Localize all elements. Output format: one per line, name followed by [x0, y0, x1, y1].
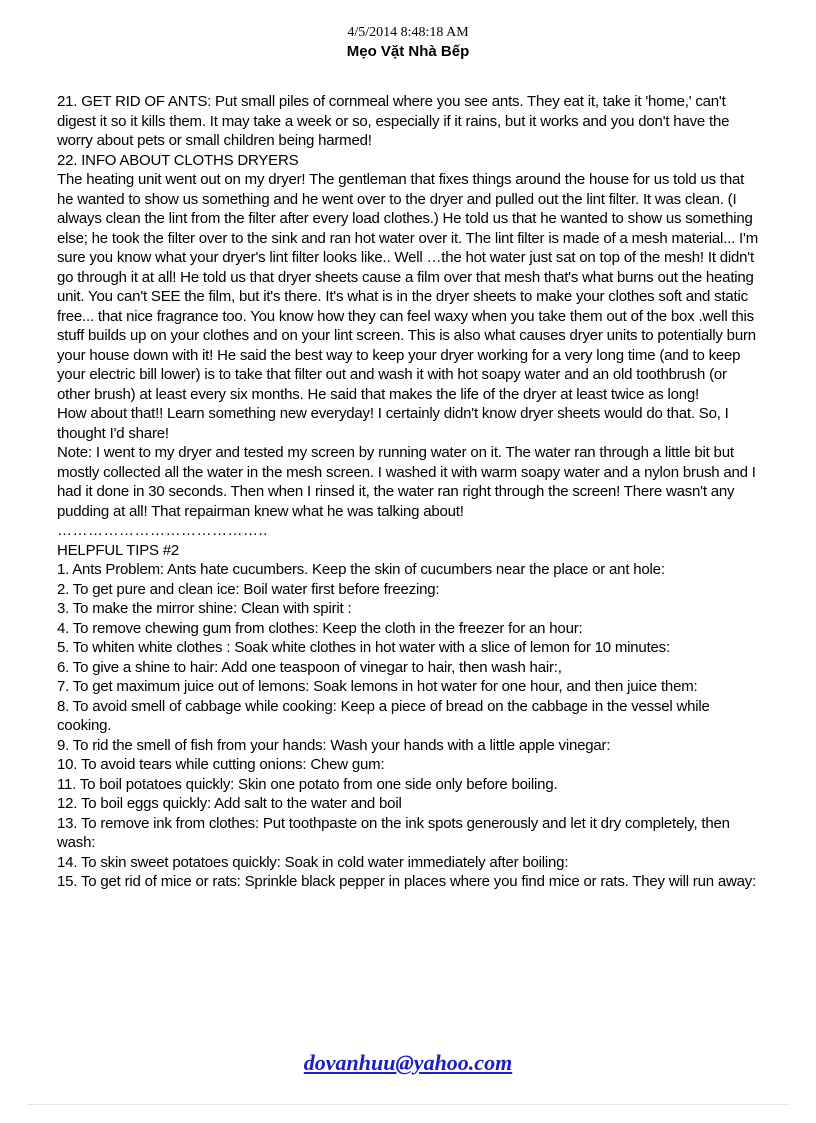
tip-item: 12. To boil eggs quickly: Add salt to the water and boil [57, 795, 402, 812]
tip-item: 8. To avoid smell of cabbage while cooking: Keep a piece of bread on the cabbage in the vessel while cooking. [57, 697, 710, 734]
document-body [57, 92, 762, 892]
tip-item: 14. To skin sweet potatoes quickly: Soak in cold water immediately after boiling: [57, 853, 569, 871]
tip-item: 1. Ants Problem: Ants hate cucumbers. Keep the skin of cucumbers near the place or ant hole: [57, 561, 665, 578]
tip-item: 5. To whiten white clothes : Soak white clothes in hot water with a slice of lemon for 10 minutes: [57, 639, 670, 656]
dryer-story-paragraph: The heating unit went out on my dryer! The gentleman that fixes things around the house for us told us that he wanted to show us something and he went over to the dryer and pulled out the lint filter. It was clean. (I always clean the lint from the filter after every load clothes.) He told us that he wanted to show us something else; he took the filter over to the sink and ran hot water over it. The lint filter is made of a mesh material... I'm sure you know what your dryer's lint filter looks like.. Well …the hot water just sat on top of the mesh! It didn't go through it at all! He told us that dryer sheets cause a film over that mesh that's what burns out the heating unit. You can't SEE the film, but it's there. It's what is in the dryer sheets to make your clothes soft and static free... that nice fragrance too. You know how they can feel waxy when you take them out of the box .well this stuff builds up on your clothes and on your lint screen. This is also what causes dryer units to potentially burn your house down with it! He said the best way to keep your dryer working for a very long time (and to keep your electric bill lower) is to take that filter out and wash it with hot soapy water and an old toothbrush (or other brush) at least every six months. He said that makes the life of the dryer at least twice as long! [57, 171, 758, 403]
tip-item: 10. To avoid tears while cutting onions: Chew gum: [57, 756, 385, 773]
tip-item: 4. To remove chewing gum from clothes: Keep the cloth in the freezer for an hour: [57, 619, 583, 637]
tip-21-ants: 21. GET RID OF ANTS: Put small piles of cornmeal where you see ants. They eat it, take it 'home,' can't digest it so it kills them. It may take a week or so, especially if it rains, but it works and you don't have the worry about pets or small children being harmed! [57, 93, 730, 149]
dryer-comment-paragraph: How about that!! Learn something new everyday! I certainly didn't know dryer sheets would do that. So, I thought I'd share! [57, 405, 729, 442]
tip-item: 2. To get pure and clean ice: Boil water first before freezing: [57, 580, 440, 598]
tip-item: 11. To boil potatoes quickly: Skin one potato from one side only before boiling. [57, 775, 558, 793]
timestamp: 4/5/2014 8:48:18 AM [347, 25, 469, 40]
dotted-separator: ………………………………….. [57, 522, 268, 539]
tip-item: 9. To rid the smell of fish from your hands: Wash your hands with a little apple vinegar: [57, 736, 611, 754]
tip-item: 13. To remove ink from clothes: Put toothpaste on the ink spots generously and let it dry completely, then wash: [57, 814, 730, 851]
tip-item: 15. To get rid of mice or rats: Sprinkle black pepper in places where you find mice or rats. They will run away: [57, 873, 757, 890]
page-header [0, 24, 816, 61]
tip-22-heading: 22. INFO ABOUT CLOTHS DRYERS [57, 151, 299, 169]
tip-item: 7. To get maximum juice out of lemons: Soak lemons in hot water for one hour, and then juice them: [57, 678, 698, 695]
footer-email-link[interactable]: dovanhuu@yahoo.com [303, 1050, 513, 1075]
helpful-tips-heading: HELPFUL TIPS #2 [57, 541, 180, 559]
tip-item: 3. To make the mirror shine: Clean with spirit : [57, 600, 352, 617]
tip-item: 6. To give a shine to hair: Add one teaspoon of vinegar to hair, then wash hair:, [57, 658, 562, 676]
dryer-note-paragraph: Note: I went to my dryer and tested my screen by running water on it. The water ran through a little bit but mostly collected all the water in the mesh screen. I washed it with warm soapy water and a nylon brush and I had it done in 30 seconds. Then when I rinsed it, the water ran right through the screen! There wasn't any pudding at all! That repairman knew what he was talking about! [57, 444, 756, 520]
page-title: Mẹo Vặt Nhà Bếp [346, 43, 470, 60]
page-bottom-divider [28, 1104, 788, 1105]
